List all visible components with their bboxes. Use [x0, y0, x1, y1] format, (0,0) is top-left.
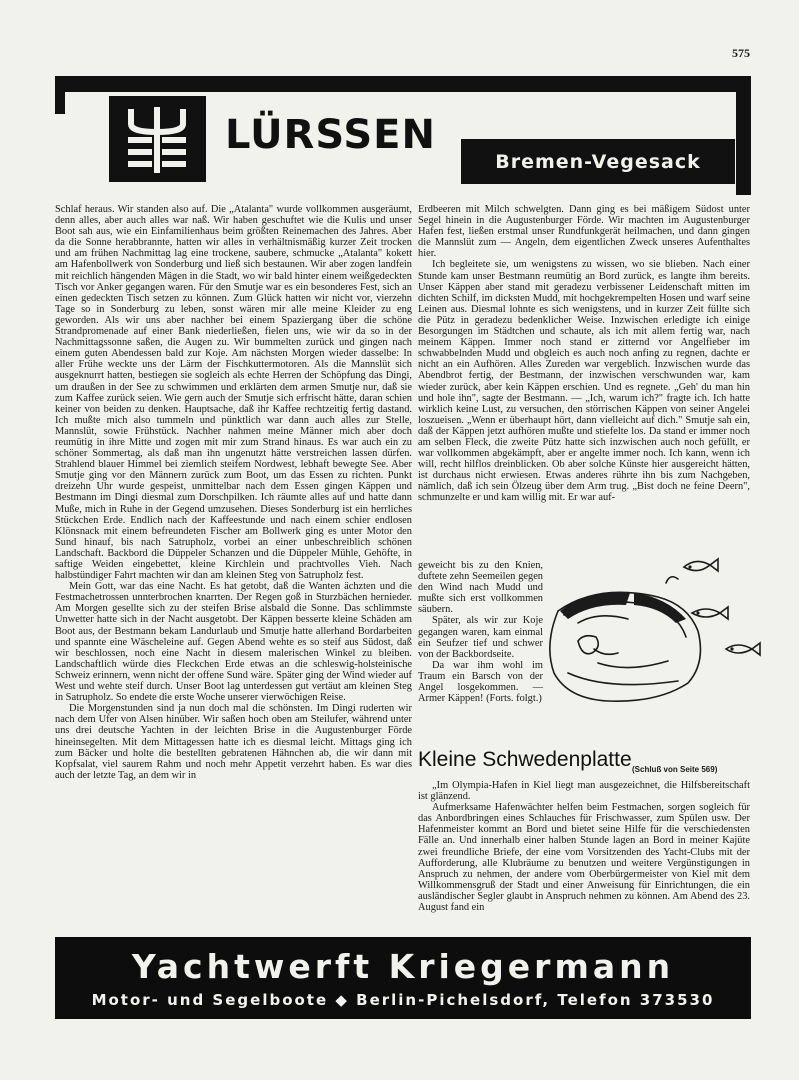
article-left-column	[55, 204, 412, 781]
article-paragraph: „Im Olympia-Hafen in Kiel liegt man ausgezeichnet, die Hilfsbereitschaft ist glänzend.	[418, 780, 750, 803]
section-title: Kleine Schwedenplatte	[418, 748, 632, 771]
article-paragraph: Später, als wir zur Koje gegangen waren, kam einmal ein Seufzer tief und schwer von der Backbordseite.	[418, 615, 543, 660]
page-number: 575	[732, 46, 750, 60]
kriegermann-advertisement	[55, 937, 751, 1019]
sleeping-woman-fish-illustration-icon	[538, 553, 768, 718]
article-paragraph: Mein Gott, war das eine Nacht. Es hat getobt, daß die Wanten ächzten und die Festmachetrossen unnterbrochen knarrten. Der Regen goß in Sturzbächen hernieder. Am Morgen gesellte sich zu der steifen Brise alsbald die Sonne. Das schlimmste Unwetter hatte sich in der Nacht ausgetobt. Der Käppen besserte kleine Schäden am Boot aus, der Bestmann bekam Landurlaub und Smutje hatte allerhand Bordarbeiten und spannte eine Wäscheleine auf. Gegen Abend wehte es so steif aus Südost, daß wir beschlossen, noch eine Nacht in diesem malerischen Winkel zu bleiben. Landschaftlich würde dies Fleckchen Erde etwas an die schleswig-holsteinische Schweiz erinnern, wenn nicht der offene Sund wäre. Später ging der Wind wieder auf West und wehte steif durch. Unser Boot lag unterdessen gut vertäut am kleinen Steg in Satrupholz. So endete die erste Woche unserer vierwöchigen Reise.	[55, 581, 412, 704]
luerssen-advertisement	[55, 76, 751, 195]
ad-contact-line: Motor- und Segelboote ◆ Berlin-Pichelsdorf, Telefon 373530	[91, 991, 715, 1009]
article-paragraph: Aufmerksame Hafenwächter helfen beim Festmachen, sorgen sogleich für das Anbordbringen eines Schlauches für Frischwasser, zum Spülen usw. Der Hafenmeister kommt an Bord und bietet seine Hilfe für die verschiedensten Fälle an. Und innerhalb einer halben Stunde lagen an Bord in meiner Kajüte zwei freundliche Briefe, der eine vom Vorsitzenden des Yacht-Clubs mit der Aufforderung, alle Klubräume zu benutzen und weitere Vergünstigungen in Anspruch zu nehmen, der andere vom Oberbürgermeister von Kiel mit dem Willkommensgruß der Stadt und einer Anweisung für Einrichtungen, die ein ausländischer Segler glaubt in Anspruch nehmen zu können. Am Abend des 23. August fand ein	[418, 802, 750, 914]
article-paragraph: Ich begleitete sie, um wenigstens zu wissen, wo sie blieben. Nach einer Stunde kam unser Bestmann reumütig an Bord zurück, es langte ihm bereits. Unser Käppen aber stand mit geradezu verbissener Leidenschaft mitten im dichten Schilf, im dicksten Mudd, mit hochgekrempelten Hosen und warf seine Leinen aus. Diesmal lohnte es sich wenigstens, und in kurzer Zeit füllte sich die Pütz in geradezu bedenklicher Weise. Inzwischen erledigte ich einige Besorgungen im Städtchen und schaute, als ich mit allem fertig war, nach meinem Käppen. Immer noch stand er zitternd vor Angelfieber im schwabbelnden Mudd und obgleich es auch noch anfing zu regnen, dachte er nicht an ein Aufhören. Alles Zureden war vergeblich. Inzwischen wurde das Abendbrot fertig, der Bestmann, der inzwischen verschwunden war, kam wieder zurück, aber kein Käppen erschien. Und es regnete. „Geh' du man hin und hole ihn", sagte der Bestmann. — „Ich, warum ich?" fragte ich. Ich hatte wirklich keine Lust, zu versuchen, den störrischen Käppen von seiner Angelei loszueisen. „Wenn er überhaupt hört, dann vielleicht auf dich." Smutje sah ein, daß der Käppen jetzt aufhören mußte und stiefelte los. Da stand er immer noch am selben Fleck, die zweite Pütz hatte sich inzwischen auch noch gefüllt, er war vollkommen abgekämpft, aber er angelte immer noch. Ich kann, wenn ich will, recht hilflos dreinblicken. Ob aber solche Künste hier ausgereicht hätten, ist durchaus nicht erwiesen. Etwas anderes rührte ihn bis zum Nachgeben, nämlich, daß ich sein Ölzeug über dem Arm trug. „Bist doch ne feine Deern", schmunzelte er und kam willig mit. Er war auf-	[418, 259, 750, 504]
article-right-column	[418, 204, 750, 504]
luerssen-trident-logo-icon	[109, 96, 206, 182]
article-paragraph: Erdbeeren mit Milch schwelgten. Dann ging es bei mäßigem Südost unter Segel hinein in die Augustenburger Förde. Wir machten im Augustenburger Hafen fest, ließen erstmal unser Rundfunkgerät heilmachen, und dann gingen die Mannslüt zum — Angeln, dem eigentlichen Zweck unseres Aufenthaltes hier.	[418, 204, 750, 260]
article-paragraph: Da war ihm wohl im Traum ein Barsch von der Angel losgekommen. — Armer Käppen! (Forts. folgt.)	[418, 659, 543, 705]
article-paragraph: Schlaf heraus. Wir standen also auf. Die „Atalanta" wurde vollkommen ausgeräumt, denn alles, aber auch alles war naß. Wir haben geschuftet wie die Kulis und unser Boot sah aus, wie ein Einfamilienhaus beim größten Reinemachen des Jahres. Aber da die Sonne herabbrannte, hatten wir alles in verhältnismäßig kurzer Zeit trocken und am frühen Nachmittag lag eine trockene, saubere, schmucke „Atalanta" kokett am Hafenbollwerk von Sonderburg und ließ sich bestaunen. Wir aber zogen landfein mit reichlich hängenden Mägen in die Stadt, wo wir bald hinter einem weißgedeckten Tisch vor Anker gegangen waren. Für den Smutje war es ein besonderes Fest, sich an einen gedeckten Tisch setzen zu können. Zum Glück hatten wir nicht vor, vierzehn Tage so in Sonderburg zu leben, sonst wären mir alle meine Kleider zu eng geworden. Als wir uns aber nachher bei einem Spaziergang über die schöne Strandpromenade auf einer Bank niederließen, fielen uns, wie wir da so in der Nachmittagssonne saßen, die Augen zu. Wir bummelten zurück und gingen nach einem guten Abendessen bald zur Koje. Am nächsten Morgen wieder dasselbe: In aller Frühe weckte uns der Lärm der Fischkuttermotoren. Als die Mannslüt sich ausgeknurrt hatten, bestiegen sie sogleich als echte Herren der Schöpfung das Dingi, um draußen in der See zu schwimmen und erklärten dem armen Smutje nur, daß sie zum Kaffee zurück seien. Wie gern auch der Smutje sich erfrischt hätte, daran schien keiner von beiden zu denken. Hauptsache, daß ihr Kaffee rechtzeitig fertig dastand. Ich mußte mich also tummeln und pünktlich war dann auch alles zur Stelle, Mannslüt, sowie Frühstück. Nachher nahmen meine Männer mich aber doch reumütig in ihre Mitte und zogen mit mir zum Strand hinaus. Es war auch ein zu schöner Sommertag, als daß man ihn ungenutzt hätte verstreichen lassen dürfen. Strahlend blauer Himmel bei ziemlich steifem Nordwest, lebhaft bewegte See. Aber Smutje ging vor den Männern zurück zum Boot, um das Essen zu richten. Punkt dreizehn Uhr wurde gespeist, unmittelbar nach dem Essen gingen Käppen und Bestmann im Dingi diesmal zum Dorschpilken. Ich räumte alles auf und hatte dann Muße, mich in Ruhe in der Gegend umzusehen. Dieses Sonderburg ist ein herrliches Stückchen Erde. Endlich nach der Kaffeestunde und nach einem schier endlosen Klönsnack mit einem befreundeten Fischer am Bollwerk ging es unter Motor den Sund hinauf, bis nach Satrupholz, vorbei an einer unbeschreiblich schönen Landschaft. Backbord die Düppeler Schanzen und die Düppeler Mühle, Gehöfte, in saftige Weiden eingebettet, kleine Kirchlein und prachtvolles Vieh. Nach halbstündiger Fahrt machten wir dan am kleinen Steg von Satrupholz fest.	[55, 204, 412, 582]
ad-city-label: Bremen-Vegesack	[461, 139, 735, 184]
schwedenplatte-column	[418, 780, 750, 913]
ad-company-name: Yachtwerft Kriegermann	[131, 947, 675, 986]
ad-left-border	[55, 76, 65, 114]
ad-brand-name: LÜRSSEN	[225, 112, 436, 158]
article-paragraph: geweicht bis zu den Knien, duftete zehn Seemeilen gegen den Wind nach Mudd und mußte sich erst vollkommen säubern.	[418, 560, 543, 616]
article-narrow-column	[418, 560, 543, 704]
continuation-note: (Schluß von Seite 569)	[632, 765, 718, 774]
ad-right-border	[736, 76, 751, 195]
article-paragraph: Die Morgenstunden sind ja nun doch mal die schönsten. Im Dingi ruderten wir nach dem Ufer von Alsen hinüber. Wir saßen hoch oben am Steilufer, während unter uns drei deutsche Yachten in der leichten Brise in die Augustenburger Förde hineinsegelten. Mit dem Mittagessen hatte ich es diesmal leicht. Mittags ging ich zum Bäcker und holte die bestellten gebratenen Hähnchen ab, die wir dann mit Kopfsalat, viel saurem Rahm und noch mehr Appetit verzehrt haben. Es war dies auch der letzte Tag, an dem wir in	[55, 703, 412, 781]
ad-top-border	[55, 76, 751, 92]
